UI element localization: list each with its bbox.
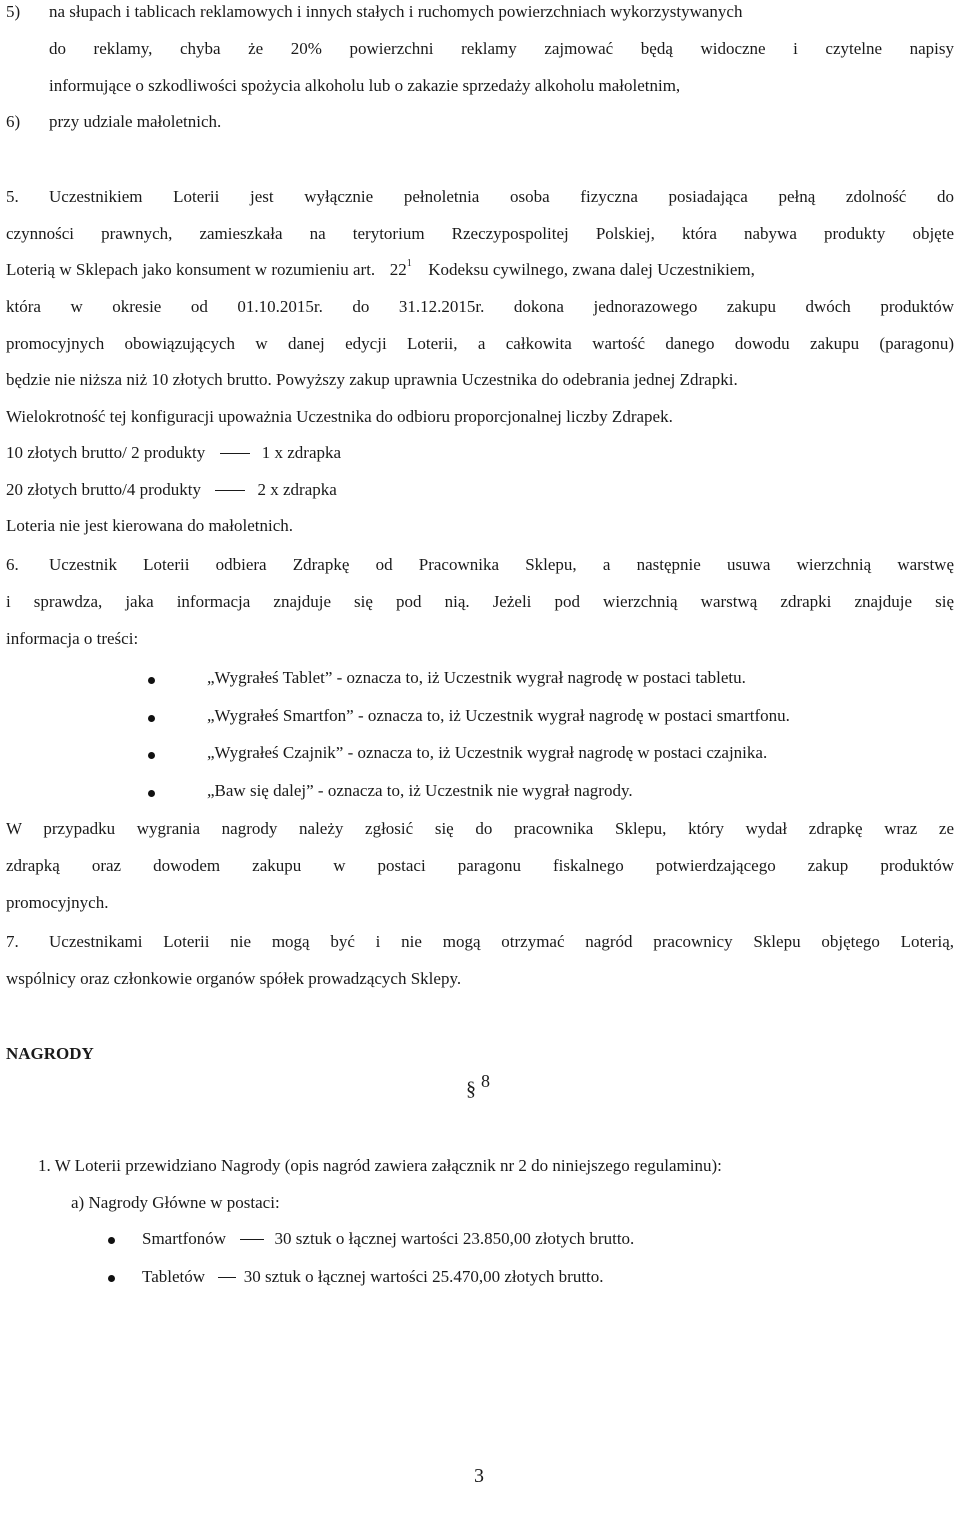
point-number: 6.: [6, 555, 19, 574]
text-segment: Loterią w Sklepach jako konsument w rozumieniu art.: [6, 260, 376, 279]
text-line-with-footnote: [6, 259, 954, 281]
tier-condition: 10 złotych brutto/ 2 produkty: [6, 443, 206, 462]
prize-description: 30 sztuk o łącznej wartości 23.850,00 złotych brutto.: [274, 1229, 635, 1248]
point-number: 5.: [6, 187, 19, 206]
list-number: 6): [6, 112, 21, 131]
prize-list-item: [142, 1228, 634, 1250]
section-heading: NAGRODY: [6, 1044, 94, 1063]
dash-rule: [218, 1277, 236, 1278]
bullet-icon: [108, 1237, 115, 1244]
section-symbol: §: [466, 1078, 476, 1100]
article-superscript: 1: [406, 258, 412, 270]
bullet-icon: [108, 1275, 115, 1282]
bullet-icon: [148, 752, 155, 759]
text-line: czynności prawnych, zamieszkała na terytorium Rzeczypospolitej Polskiej, która nabywa produkty objęte: [6, 224, 954, 243]
point-number: 7.: [6, 932, 19, 951]
text-line: promocyjnych.: [6, 893, 109, 912]
tier-result: 2 x zdrapka: [257, 480, 337, 499]
text-line: informacja o treści:: [6, 629, 139, 648]
list-item: „Wygrałeś Czajnik” - oznacza to, iż Uczestnik wygrał nagrodę w postaci czajnika.: [207, 743, 768, 762]
text-line: Uczestnikami Loterii nie mogą być i nie mogą otrzymać nagród pracownicy Sklepu objętego Loterią,: [49, 932, 954, 951]
text-line: będzie nie niższa niż 10 złotych brutto. Powyższy zakup uprawnia Uczestnika do odebrania jednej Zdrapki.: [6, 370, 738, 389]
section-number: 8: [481, 1071, 490, 1091]
list-item: „Wygrałeś Tablet” - oznacza to, iż Uczestnik wygrał nagrodę w postaci tabletu.: [207, 668, 746, 687]
page-number: 3: [474, 1465, 484, 1487]
prize-description: 30 sztuk o łącznej wartości 25.470,00 złotych brutto.: [243, 1267, 604, 1286]
text-line: informujące o szkodliwości spożycia alkoholu lub o zakazie sprzedaży alkoholu małoletnim,: [49, 76, 681, 95]
text-line: przy udziale małoletnich.: [49, 112, 222, 131]
text-line: Uczestnik Loterii odbiera Zdrapkę od Pracownika Sklepu, a następnie usuwa wierzchnią warstwę: [49, 555, 954, 574]
dash-rule: [240, 1239, 264, 1240]
prize-item: 1. W Loterii przewidziano Nagrody (opis nagród zawiera załącznik nr 2 do niniejszego regulaminu):: [38, 1156, 722, 1175]
tier-result: 1 x zdrapka: [261, 443, 342, 462]
text-line: zdrapką oraz dowodem zakupu w postaci paragonu fiskalnego potwierdzającego zakup produktów: [6, 856, 954, 875]
bullet-icon: [148, 677, 155, 684]
tier-line: [6, 479, 337, 501]
bullet-icon: [148, 715, 155, 722]
prize-subheading: a) Nagrody Główne w postaci:: [71, 1193, 280, 1212]
prize-list-item: [142, 1266, 604, 1288]
list-item: „Wygrałeś Smartfon” - oznacza to, iż Uczestnik wygrał nagrodę w postaci smartfonu.: [207, 706, 790, 725]
text-line: promocyjnych obowiązujących w danej edycji Loterii, a całkowita wartość danego dowodu zakupu (paragonu): [6, 334, 954, 353]
text-line: która w okresie od 01.10.2015r. do 31.12.2015r. dokona jednorazowego zakupu dwóch produktów: [6, 297, 954, 316]
text-line: do reklamy, chyba że 20% powierzchni reklamy zajmować będą widoczne i czytelne napisy: [49, 39, 954, 58]
text-line: wspólnicy oraz członkowie organów spółek prowadzących Sklepy.: [6, 969, 462, 988]
article-number: 22: [389, 260, 407, 279]
text-line: i sprawdza, jaka informacja znajduje się pod nią. Jeżeli pod wierzchnią warstwą zdrapki znajduje się: [6, 592, 954, 611]
tier-condition: 20 złotych brutto/4 produkty: [6, 480, 202, 499]
text-line: Loteria nie jest kierowana do małoletnich.: [6, 516, 294, 535]
prize-name: Tabletów: [142, 1267, 206, 1286]
section-marker: [466, 1071, 490, 1101]
prize-name: Smartfonów: [142, 1229, 227, 1248]
bullet-icon: [148, 790, 155, 797]
text-segment: Kodeksu cywilnego, zwana dalej Uczestnikiem,: [428, 260, 755, 279]
list-number: 5): [6, 2, 21, 21]
list-item: „Baw się dalej” - oznacza to, iż Uczestnik nie wygrał nagrody.: [207, 781, 633, 800]
dash-rule: [215, 490, 245, 491]
text-line: W przypadku wygrania nagrody należy zgłosić się do pracownika Sklepu, który wydał zdrapkę wraz ze: [6, 819, 954, 838]
dash-rule: [220, 453, 250, 454]
text-line: na słupach i tablicach reklamowych i innych stałych i ruchomych powierzchniach wykorzystywanych: [49, 2, 743, 21]
tier-line: [6, 442, 341, 464]
text-line: Wielokrotność tej konfiguracji upoważnia Uczestnika do odbioru proporcjonalnej liczby Zdrapek.: [6, 407, 673, 426]
list-item-text: [49, 1, 954, 23]
text-line: Uczestnikiem Loterii jest wyłącznie pełnoletnia osoba fizyczna posiadająca pełną zdolność do: [49, 187, 954, 206]
